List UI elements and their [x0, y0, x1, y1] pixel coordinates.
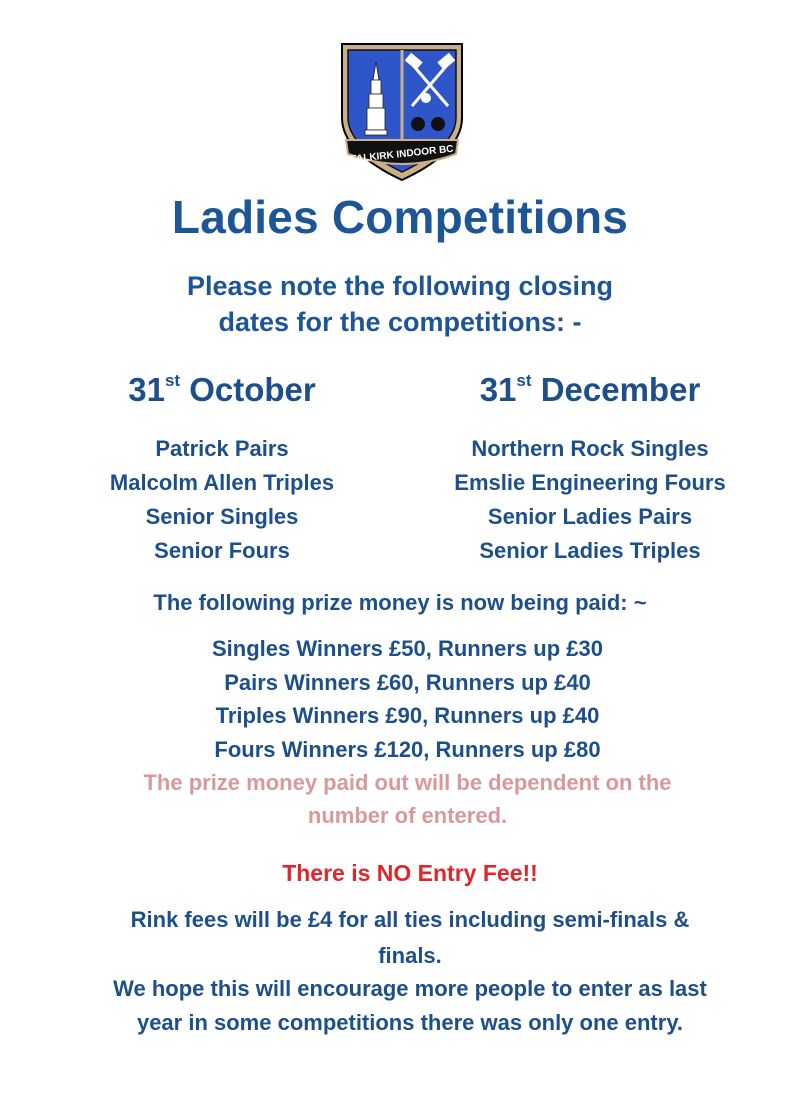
competition-item: Malcolm Allen Triples: [109, 470, 335, 495]
page-title: Ladies Competitions: [171, 191, 629, 243]
note-line-1: Please note the following closing: [186, 271, 614, 301]
competition-list: [22, 432, 422, 568]
competition-item: Northern Rock Singles: [471, 436, 709, 461]
prize-item: Singles Winners £50, Runners up £30: [211, 636, 604, 661]
prize-item: Fours Winners £120, Runners up £80: [214, 736, 601, 762]
rink-fees-text: Rink fees will be £4 for all ties including semi-finals & finals.: [130, 907, 690, 968]
prize-disclaimer: The prize money paid out will be dependent on the number of entered.: [143, 770, 672, 828]
deadline-column-december: [390, 368, 790, 568]
competition-item: Senior Singles: [145, 504, 299, 529]
prize-intro: The following prize money is now being paid: ~: [153, 590, 647, 615]
closing-dates-note: [0, 268, 800, 340]
competition-list: [390, 432, 790, 568]
crest-banner-text: FALKIRK INDOOR BC: [350, 143, 455, 166]
prize-item: Pairs Winners £60, Runners up £40: [224, 669, 591, 695]
competition-item: Senior Fours: [154, 538, 290, 563]
competition-item: Senior Ladies Triples: [479, 538, 701, 563]
deadline-heading: 31st October: [128, 371, 316, 408]
note-line-2: dates for the competitions: -: [218, 307, 582, 337]
deadline-column-october: [22, 368, 422, 568]
prize-list: [0, 632, 800, 766]
competition-item: Emslie Engineering Fours: [454, 470, 726, 495]
encouragement-text: We hope this will encourage more people to enter as last year in some competitions there was only one entry.: [113, 976, 707, 1035]
club-crest-logo: [338, 40, 466, 186]
competition-item: Senior Ladies Pairs: [487, 504, 693, 529]
competition-item: Patrick Pairs: [155, 436, 289, 461]
prize-item: Triples Winners £90, Runners up £40: [215, 703, 600, 728]
deadline-heading: 31st December: [479, 371, 701, 408]
no-entry-fee-notice: There is NO Entry Fee!!: [282, 860, 538, 886]
